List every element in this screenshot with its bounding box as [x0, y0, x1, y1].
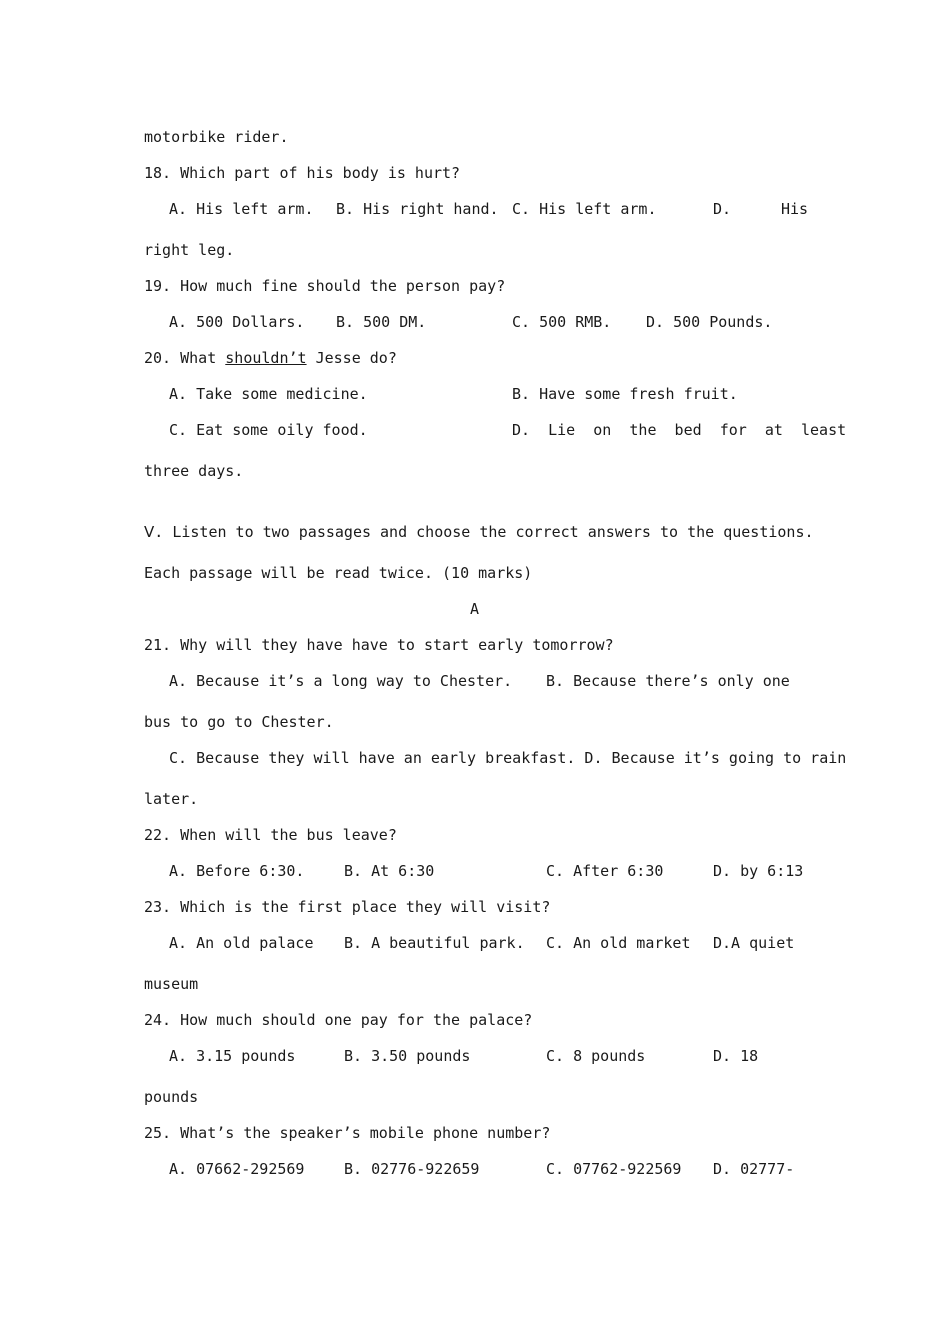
text-line: motorbike rider. — [144, 128, 289, 146]
option-18d-text: His — [781, 200, 809, 218]
option-19d: D. 500 Pounds. — [646, 313, 773, 331]
question-25: 25. What’s the speaker’s mobile phone number? — [144, 1124, 551, 1142]
question-20-emphasis: shouldn’t — [225, 349, 307, 367]
option-19a: A. 500 Dollars. — [169, 313, 305, 331]
section-heading: Ⅴ. Listen to two passages and choose the correct answers to the questions. — [144, 523, 814, 541]
question-20 — [144, 348, 397, 368]
option-22d: D. by 6:13 — [713, 862, 804, 880]
question-19: 19. How much fine should the person pay? — [144, 277, 506, 295]
option-23d: D.A quiet — [713, 934, 795, 952]
option-22a: A. Before 6:30. — [169, 862, 305, 880]
option-20c: C. Eat some oily food. — [169, 421, 368, 439]
option-21b-cont: bus to go to Chester. — [144, 713, 334, 731]
option-19c: C. 500 RMB. — [512, 313, 612, 331]
option-18c: C. His left arm. — [512, 200, 657, 218]
question-20-pre: 20. What — [144, 349, 226, 367]
option-18a: A. His left arm. — [169, 200, 314, 218]
option-23d-cont: museum — [144, 975, 199, 993]
option-24b: B. 3.50 pounds — [344, 1047, 471, 1065]
option-18d-cont: right leg. — [144, 241, 235, 259]
option-20d-cont: three days. — [144, 462, 244, 480]
option-23a: A. An old palace — [169, 934, 314, 952]
option-21b: B. Because there’s only one — [546, 672, 790, 690]
option-25d: D. 02777- — [713, 1160, 795, 1178]
option-24a: A. 3.15 pounds — [169, 1047, 296, 1065]
option-20b: B. Have some fresh fruit. — [512, 385, 738, 403]
option-19b: B. 500 DM. — [336, 313, 427, 331]
question-23: 23. Which is the first place they will visit? — [144, 898, 551, 916]
question-21: 21. Why will they have have to start early tomorrow? — [144, 636, 614, 654]
part-label: A — [470, 600, 480, 618]
option-22c: C. After 6:30 — [546, 862, 664, 880]
option-25c: C. 07762-922569 — [546, 1160, 682, 1178]
option-25a: A. 07662-292569 — [169, 1160, 305, 1178]
question-22: 22. When will the bus leave? — [144, 826, 397, 844]
option-18b: B. His right hand. — [336, 200, 499, 218]
option-20a: A. Take some medicine. — [169, 385, 368, 403]
option-24c: C. 8 pounds — [546, 1047, 646, 1065]
option-20d: D. Lie on the bed for at least — [512, 421, 847, 439]
option-23b: B. A beautiful park. — [344, 934, 525, 952]
option-21d-cont: later. — [144, 790, 199, 808]
option-18d: D. — [713, 200, 732, 218]
option-25b: B. 02776-922659 — [344, 1160, 480, 1178]
option-21a: A. Because it’s a long way to Chester. — [169, 672, 513, 690]
question-24: 24. How much should one pay for the palace? — [144, 1011, 533, 1029]
option-23c: C. An old market — [546, 934, 691, 952]
option-21c-d: C. Because they will have an early breakfast. D. Because it’s going to rain — [169, 749, 847, 767]
option-24d: D. 18 — [713, 1047, 759, 1065]
option-24d-cont: pounds — [144, 1088, 199, 1106]
section-instructions: Each passage will be read twice. (10 marks) — [144, 564, 533, 582]
option-22b: B. At 6:30 — [344, 862, 435, 880]
question-18: 18. Which part of his body is hurt? — [144, 164, 461, 182]
question-20-post: Jesse do? — [306, 349, 397, 367]
